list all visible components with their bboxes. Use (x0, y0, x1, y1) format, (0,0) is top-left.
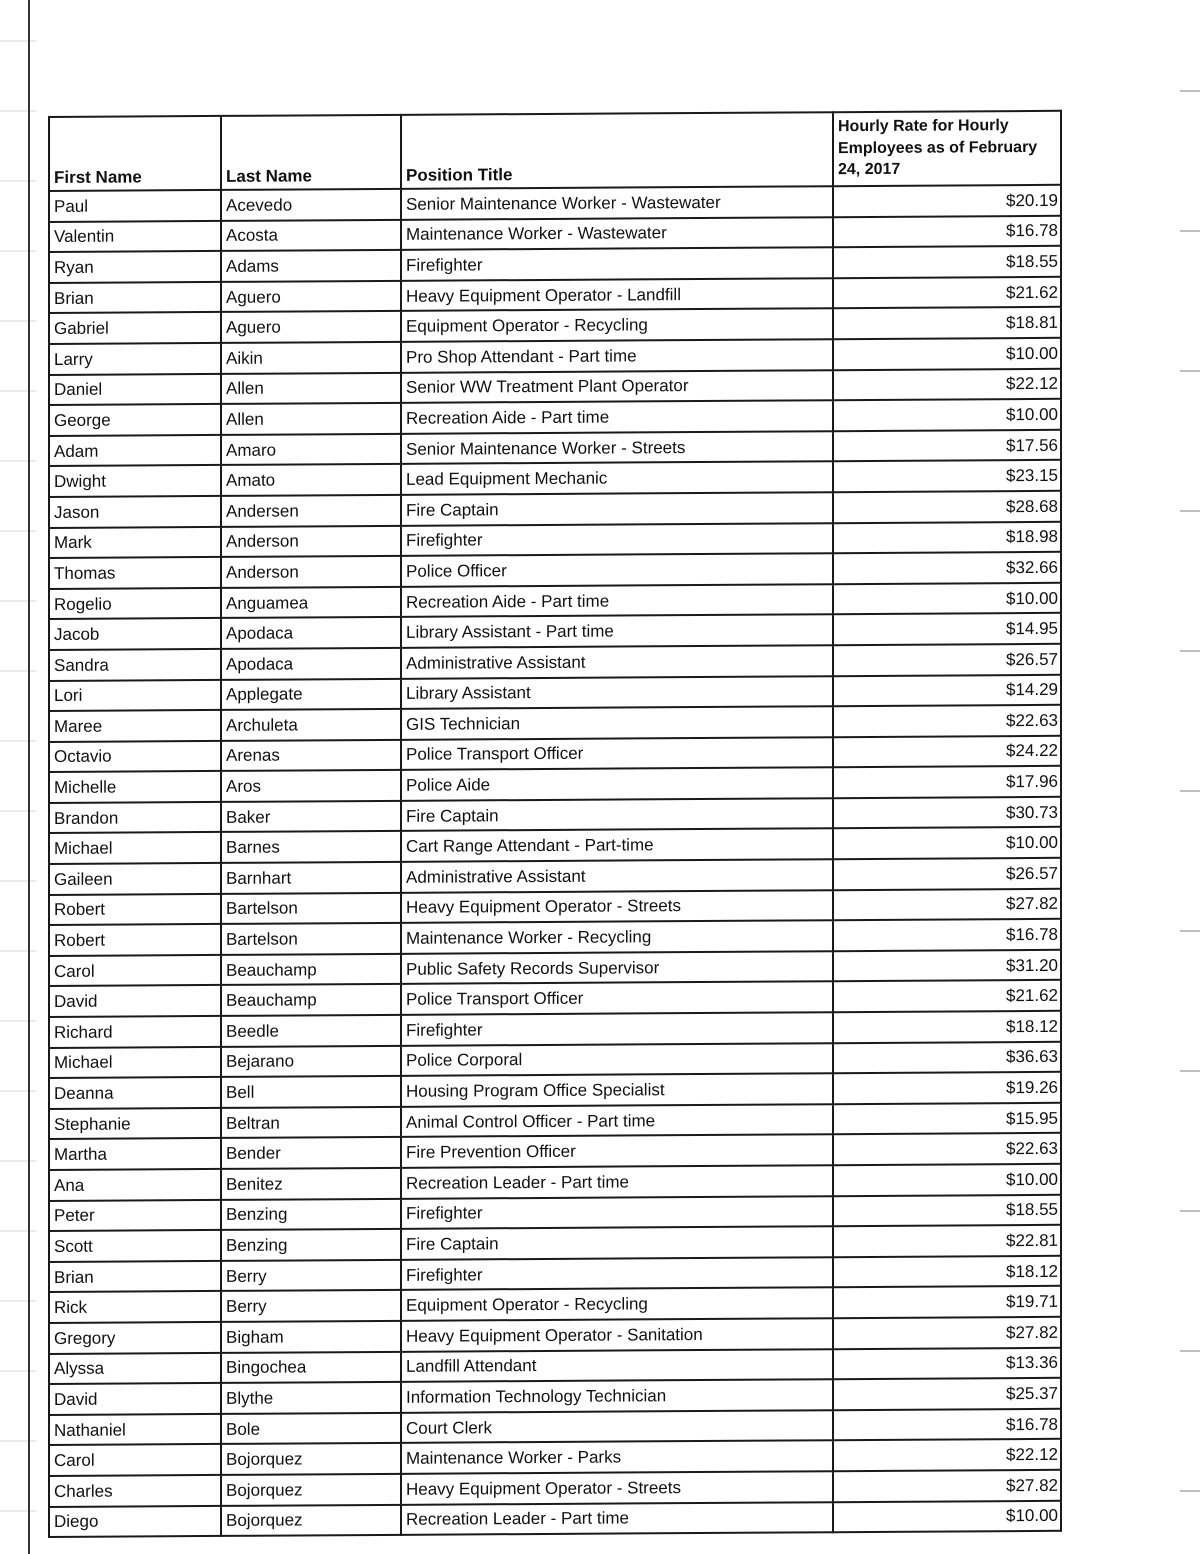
first-name-cell: Brian (49, 1261, 221, 1293)
first-name-cell: David (49, 1383, 221, 1415)
position-title-cell: Maintenance Worker - Recycling (401, 920, 833, 953)
first-name-cell: Richard (49, 1016, 221, 1048)
hourly-rate-cell: $14.29 (833, 674, 1061, 706)
hourly-rate-cell: $16.78 (833, 1409, 1061, 1441)
last-name-cell: Bell (221, 1076, 401, 1108)
position-title-cell: Library Assistant (401, 676, 833, 709)
last-name-cell: Bartelson (221, 923, 401, 955)
last-name-cell: Barnes (221, 831, 401, 863)
table-body (49, 185, 1061, 1537)
last-name-cell: Aikin (221, 342, 401, 374)
first-name-cell: Michelle (49, 771, 221, 803)
last-name-cell: Bojorquez (221, 1443, 401, 1475)
position-title-cell: Administrative Assistant (401, 645, 833, 678)
hourly-rate-cell: $18.55 (833, 246, 1061, 278)
header-row (49, 111, 1061, 191)
last-name-cell: Beauchamp (221, 984, 401, 1016)
hourly-rate-cell: $16.78 (833, 215, 1061, 247)
hourly-rate-cell: $31.20 (833, 950, 1061, 982)
last-name-cell: Benzing (221, 1229, 401, 1261)
first-name-cell: Charles (49, 1475, 221, 1507)
first-name-cell: Mark (49, 526, 221, 558)
position-title-cell: Fire Captain (401, 1226, 833, 1259)
first-name-cell: Ryan (49, 251, 221, 283)
position-title-cell: Firefighter (401, 523, 833, 556)
last-name-cell: Beauchamp (221, 954, 401, 986)
first-name-cell: Ana (49, 1169, 221, 1201)
last-name-cell: Adams (221, 250, 401, 282)
last-name-cell: Archuleta (221, 709, 401, 741)
first-name-cell: Adam (49, 435, 221, 467)
scan-edge-right (1180, 0, 1200, 1554)
table-header (49, 111, 1061, 191)
header-last-name: Last Name (221, 115, 401, 190)
position-title-cell: Library Assistant - Part time (401, 615, 833, 648)
hourly-rate-cell: $17.56 (833, 430, 1061, 462)
first-name-cell: Brandon (49, 802, 221, 834)
last-name-cell: Aros (221, 770, 401, 802)
last-name-cell: Aguero (221, 311, 401, 343)
last-name-cell: Benzing (221, 1198, 401, 1230)
position-title-cell: Animal Control Officer - Part time (401, 1104, 833, 1137)
position-title-cell: Firefighter (401, 1196, 833, 1229)
hourly-rate-cell: $22.12 (833, 368, 1061, 400)
hourly-rate-cell: $23.15 (833, 460, 1061, 492)
first-name-cell: Martha (49, 1138, 221, 1170)
position-title-cell: Police Transport Officer (401, 737, 833, 770)
first-name-cell: Larry (49, 343, 221, 375)
first-name-cell: Michael (49, 832, 221, 864)
first-name-cell: David (49, 985, 221, 1017)
first-name-cell: Rogelio (49, 588, 221, 620)
position-title-cell: Heavy Equipment Operator - Landfill (401, 278, 833, 311)
position-title-cell: Fire Captain (401, 798, 833, 831)
last-name-cell: Apodaca (221, 648, 401, 680)
first-name-cell: Jason (49, 496, 221, 528)
first-name-cell: Brian (49, 282, 221, 314)
last-name-cell: Acosta (221, 219, 401, 251)
position-title-cell: Heavy Equipment Operator - Streets (401, 890, 833, 923)
hourly-rate-cell: $22.63 (833, 705, 1061, 737)
hourly-rate-cell: $15.95 (833, 1103, 1061, 1135)
position-title-cell: GIS Technician (401, 706, 833, 739)
hourly-rate-cell: $26.57 (833, 858, 1061, 890)
first-name-cell: Robert (49, 924, 221, 956)
hourly-rate-cell: $22.81 (833, 1225, 1061, 1257)
header-position-title: Position Title (401, 112, 833, 189)
first-name-cell: Carol (49, 955, 221, 987)
hourly-rate-cell: $10.00 (833, 1500, 1061, 1532)
employee-table (48, 110, 1062, 1538)
first-name-cell: George (49, 404, 221, 436)
first-name-cell: Scott (49, 1230, 221, 1262)
hourly-rate-cell: $10.00 (833, 1164, 1061, 1196)
first-name-cell: Gabriel (49, 312, 221, 344)
last-name-cell: Benitez (221, 1168, 401, 1200)
hourly-rate-cell: $26.57 (833, 644, 1061, 676)
position-title-cell: Equipment Operator - Recycling (401, 309, 833, 342)
hourly-rate-cell: $18.12 (833, 1011, 1061, 1043)
last-name-cell: Baker (221, 801, 401, 833)
hourly-rate-cell: $27.82 (833, 888, 1061, 920)
hourly-rate-cell: $27.82 (833, 1470, 1061, 1502)
position-title-cell: Information Technology Technician (401, 1379, 833, 1412)
position-title-cell: Heavy Equipment Operator - Streets (401, 1471, 833, 1504)
position-title-cell: Firefighter (401, 1257, 833, 1290)
position-title-cell: Fire Captain (401, 492, 833, 525)
last-name-cell: Arenas (221, 740, 401, 772)
last-name-cell: Bigham (221, 1321, 401, 1353)
first-name-cell: Dwight (49, 465, 221, 497)
position-title-cell: Recreation Leader - Part time (401, 1502, 833, 1535)
last-name-cell: Applegate (221, 678, 401, 710)
first-name-cell: Peter (49, 1200, 221, 1232)
first-name-cell: Nathaniel (49, 1414, 221, 1446)
last-name-cell: Bojorquez (221, 1474, 401, 1506)
hourly-rate-cell: $21.62 (833, 980, 1061, 1012)
employee-rate-sheet (48, 116, 1060, 1538)
position-title-cell: Recreation Aide - Part time (401, 400, 833, 433)
hourly-rate-cell: $28.68 (833, 491, 1061, 523)
hourly-rate-cell: $18.12 (833, 1256, 1061, 1288)
hourly-rate-cell: $14.95 (833, 613, 1061, 645)
first-name-cell: Maree (49, 710, 221, 742)
position-title-cell: Heavy Equipment Operator - Sanitation (401, 1318, 833, 1351)
hourly-rate-cell: $19.71 (833, 1286, 1061, 1318)
position-title-cell: Cart Range Attendant - Part-time (401, 829, 833, 862)
position-title-cell: Housing Program Office Specialist (401, 1073, 833, 1106)
last-name-cell: Andersen (221, 495, 401, 527)
first-name-cell: Deanna (49, 1077, 221, 1109)
position-title-cell: Police Transport Officer (401, 982, 833, 1015)
last-name-cell: Allen (221, 372, 401, 404)
last-name-cell: Apodaca (221, 617, 401, 649)
hourly-rate-cell: $18.55 (833, 1194, 1061, 1226)
scan-line-left (28, 0, 30, 1554)
position-title-cell: Firefighter (401, 247, 833, 280)
first-name-cell: Paul (49, 190, 221, 222)
last-name-cell: Barnhart (221, 862, 401, 894)
first-name-cell: Michael (49, 1047, 221, 1079)
last-name-cell: Amaro (221, 434, 401, 466)
first-name-cell: Valentin (49, 221, 221, 253)
hourly-rate-cell: $10.00 (833, 827, 1061, 859)
position-title-cell: Recreation Aide - Part time (401, 584, 833, 617)
hourly-rate-cell: $18.98 (833, 521, 1061, 553)
first-name-cell: Daniel (49, 374, 221, 406)
last-name-cell: Beedle (221, 1015, 401, 1047)
first-name-cell: Diego (49, 1505, 221, 1537)
hourly-rate-cell: $21.62 (833, 277, 1061, 309)
hourly-rate-cell: $24.22 (833, 735, 1061, 767)
last-name-cell: Acevedo (221, 189, 401, 221)
last-name-cell: Berry (221, 1260, 401, 1292)
first-name-cell: Carol (49, 1444, 221, 1476)
position-title-cell: Police Aide (401, 767, 833, 800)
position-title-cell: Lead Equipment Mechanic (401, 462, 833, 495)
last-name-cell: Anderson (221, 556, 401, 588)
last-name-cell: Beltran (221, 1107, 401, 1139)
last-name-cell: Bole (221, 1413, 401, 1445)
position-title-cell: Police Corporal (401, 1043, 833, 1076)
last-name-cell: Anguamea (221, 587, 401, 619)
last-name-cell: Amato (221, 464, 401, 496)
hourly-rate-cell: $22.12 (833, 1439, 1061, 1471)
last-name-cell: Berry (221, 1290, 401, 1322)
position-title-cell: Maintenance Worker - Parks (401, 1441, 833, 1474)
position-title-cell: Fire Prevention Officer (401, 1135, 833, 1168)
hourly-rate-cell: $10.00 (833, 583, 1061, 615)
table-row (49, 1500, 1061, 1537)
first-name-cell: Gregory (49, 1322, 221, 1354)
first-name-cell: Rick (49, 1291, 221, 1323)
hourly-rate-cell: $30.73 (833, 797, 1061, 829)
hourly-rate-cell: $16.78 (833, 919, 1061, 951)
header-hourly-rate: Hourly Rate for Hourly Employees as of February 24, 2017 (833, 111, 1061, 186)
hourly-rate-cell: $32.66 (833, 552, 1061, 584)
last-name-cell: Bingochea (221, 1351, 401, 1383)
position-title-cell: Senior Maintenance Worker - Streets (401, 431, 833, 464)
hourly-rate-cell: $22.63 (833, 1133, 1061, 1165)
last-name-cell: Bartelson (221, 892, 401, 924)
position-title-cell: Landfill Attendant (401, 1349, 833, 1382)
position-title-cell: Senior WW Treatment Plant Operator (401, 370, 833, 403)
hourly-rate-cell: $10.00 (833, 399, 1061, 431)
hourly-rate-cell: $13.36 (833, 1347, 1061, 1379)
position-title-cell: Police Officer (401, 553, 833, 586)
first-name-cell: Octavio (49, 741, 221, 773)
first-name-cell: Alyssa (49, 1353, 221, 1385)
first-name-cell: Stephanie (49, 1108, 221, 1140)
last-name-cell: Aguero (221, 281, 401, 313)
scan-edge-left (0, 0, 36, 1554)
position-title-cell: Equipment Operator - Recycling (401, 1288, 833, 1321)
hourly-rate-cell: $19.26 (833, 1072, 1061, 1104)
position-title-cell: Senior Maintenance Worker - Wastewater (401, 186, 833, 219)
first-name-cell: Robert (49, 894, 221, 926)
position-title-cell: Maintenance Worker - Wastewater (401, 217, 833, 250)
position-title-cell: Administrative Assistant (401, 859, 833, 892)
hourly-rate-cell: $17.96 (833, 766, 1061, 798)
first-name-cell: Jacob (49, 618, 221, 650)
last-name-cell: Blythe (221, 1382, 401, 1414)
header-first-name: First Name (49, 116, 221, 191)
first-name-cell: Thomas (49, 557, 221, 589)
last-name-cell: Anderson (221, 525, 401, 557)
hourly-rate-cell: $36.63 (833, 1041, 1061, 1073)
hourly-rate-cell: $20.19 (833, 185, 1061, 217)
last-name-cell: Allen (221, 403, 401, 435)
first-name-cell: Sandra (49, 649, 221, 681)
position-title-cell: Pro Shop Attendant - Part time (401, 339, 833, 372)
hourly-rate-cell: $27.82 (833, 1317, 1061, 1349)
position-title-cell: Firefighter (401, 1012, 833, 1045)
position-title-cell: Public Safety Records Supervisor (401, 951, 833, 984)
first-name-cell: Lori (49, 679, 221, 711)
last-name-cell: Bender (221, 1137, 401, 1169)
last-name-cell: Bojorquez (221, 1504, 401, 1536)
position-title-cell: Court Clerk (401, 1410, 833, 1443)
hourly-rate-cell: $10.00 (833, 338, 1061, 370)
first-name-cell: Gaileen (49, 863, 221, 895)
hourly-rate-cell: $18.81 (833, 307, 1061, 339)
last-name-cell: Bejarano (221, 1045, 401, 1077)
position-title-cell: Recreation Leader - Part time (401, 1165, 833, 1198)
hourly-rate-cell: $25.37 (833, 1378, 1061, 1410)
